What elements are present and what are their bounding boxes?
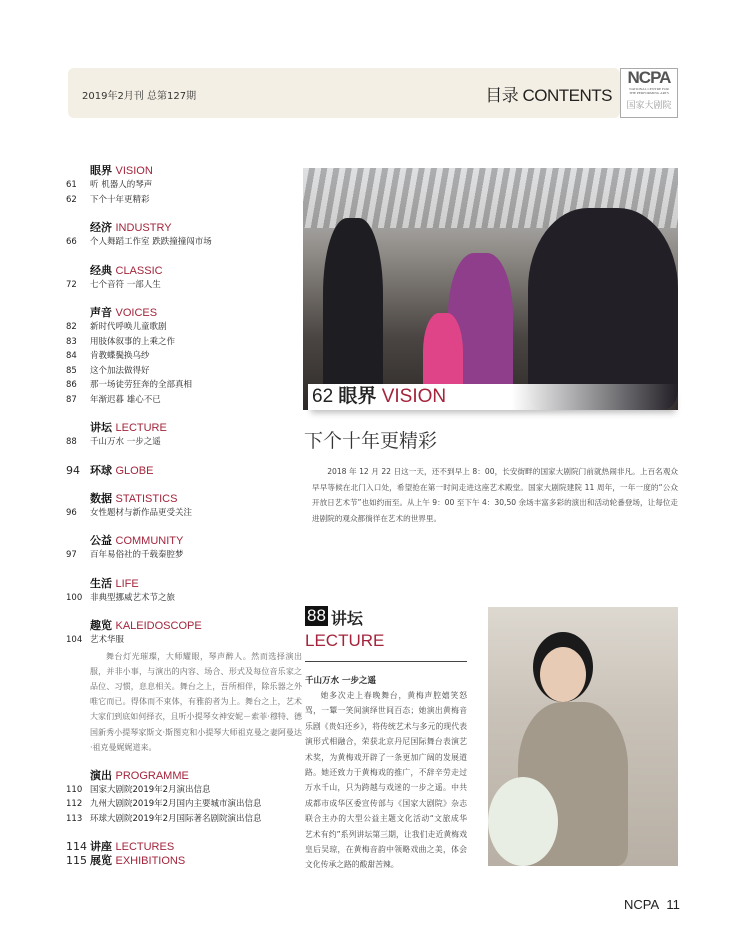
section-cn: 声音	[90, 306, 112, 319]
logo-cn: 国家大剧院	[626, 101, 672, 111]
toc-page: 96	[66, 507, 77, 518]
toc-item[interactable]	[66, 393, 302, 408]
toc-item[interactable]	[66, 797, 302, 812]
toc-item[interactable]	[66, 378, 302, 393]
logo-line1: NATIONAL CENTRE FOR	[629, 87, 669, 91]
toc-item-title: 百年易俗社的千载秦腔梦	[90, 550, 184, 560]
toc-section	[66, 264, 302, 293]
toc-page: 104	[66, 635, 83, 645]
toc-page: 97	[66, 550, 77, 560]
logo-abbr: NCPA	[627, 68, 671, 87]
toc-section	[66, 534, 302, 563]
toc-page: 88	[66, 437, 77, 447]
lecture-photo	[488, 607, 678, 866]
toc-item-title: 那一场徒劳狂奔的全部真相	[90, 380, 193, 390]
toc-section-heading	[66, 221, 302, 235]
toc-item-title: 肯教蝶鬓换乌纱	[90, 351, 150, 361]
lecture-cn: 讲坛	[330, 609, 363, 628]
toc-section-heading	[66, 421, 302, 435]
toc-page: 94	[66, 463, 80, 477]
vision-banner	[308, 384, 678, 410]
toc-item[interactable]	[66, 278, 302, 293]
page-title: 目录 CONTENTS	[485, 86, 612, 105]
toc-item[interactable]	[66, 548, 302, 563]
toc-section	[66, 492, 302, 521]
toc-item[interactable]	[66, 193, 302, 208]
toc-page: 114	[66, 840, 87, 854]
toc-page: 112	[66, 799, 83, 810]
article-title: 下个十年更精彩	[304, 430, 438, 452]
toc-page: 115	[66, 854, 87, 868]
lecture-subtitle: 千山万水 一步之遥	[305, 676, 376, 686]
issue-info: 2019年2月刊 总第127期	[82, 91, 197, 102]
toc-item[interactable]	[66, 320, 302, 335]
toc-item[interactable]	[66, 840, 302, 854]
vision-cn: 眼界	[338, 386, 377, 407]
section-cn: 讲坛	[90, 421, 112, 434]
section-en: VOICES	[115, 307, 158, 319]
vision-en: VISION	[381, 386, 447, 407]
toc-section-heading	[66, 577, 302, 591]
toc-section	[66, 840, 302, 868]
toc-item[interactable]	[66, 235, 302, 250]
section-en: VISION	[115, 165, 153, 177]
toc-item[interactable]	[66, 349, 302, 364]
divider	[305, 661, 467, 662]
toc-page: 86	[66, 380, 77, 390]
toc-item-title: 听 机器人的琴声	[90, 180, 153, 190]
lecture-en: LECTURE	[305, 631, 385, 650]
section-cn: 数据	[90, 491, 112, 505]
toc-item-title: 艺术华服	[90, 635, 125, 645]
toc-item[interactable]	[66, 335, 302, 350]
toc-section	[66, 306, 302, 407]
vision-photo	[303, 168, 678, 410]
toc-title	[90, 840, 302, 854]
section-cn: 演出	[90, 768, 112, 782]
section-cn: 展览	[90, 854, 112, 868]
toc-item-title: 环球大剧院2019年2月国际著名剧院演出信息	[90, 813, 262, 824]
section-en: PROGRAMME	[115, 769, 189, 782]
toc-section-heading	[66, 464, 302, 478]
toc-item[interactable]	[66, 783, 302, 798]
section-en: INDUSTRY	[115, 222, 172, 234]
toc-item-title: 非典型挪威艺术节之旅	[90, 592, 176, 603]
toc-page: 83	[66, 336, 77, 347]
page-footer	[624, 897, 680, 912]
toc-item-title: 千山万水 一步之遥	[90, 437, 161, 447]
section-en: LIFE	[115, 577, 139, 590]
toc-item-title: 女性题材与新作品更受关注	[90, 507, 193, 518]
header-bar	[68, 68, 620, 118]
toc-section-heading	[66, 492, 302, 506]
toc-section	[66, 464, 302, 478]
section-cn: 生活	[90, 576, 112, 590]
toc-page: 85	[66, 365, 77, 376]
toc-section-heading	[66, 534, 302, 548]
toc-item[interactable]	[66, 812, 302, 827]
toc-section-heading	[66, 619, 302, 633]
lecture-body: 她多次走上春晚舞台，黄梅声腔嬉笑怒骂，一颦一笑间演绎世间百态；她演出黄梅音乐剧《贵妇还乡》，将传统艺术与多元的现代表演形式相融合，荣获北京丹尼国际舞台表演艺术奖，为黄梅戏开辟了一条更加广阔的发展道路。她还致力于黄梅戏的推广，不辞辛劳走过万水千山，只为跨越与戏迷的一步之遥。中共成都市成华区委宣传部与《国家大剧院》杂志联合主办的大型公益主题文化活动“文旅成华 艺术有约”系列讲坛第三期，让我们走近黄梅戏皇后吴琼，在黄梅音韵中领略戏曲之美，体会文化传承之路的酸甜苦辣。	[305, 691, 467, 870]
article-body: 2018 年 12 月 22 日这一天，还不到早上 8：00，长安街畔的国家大剧院门前就热闹非凡。上百名观众早早等候在北门入口处，希望抢在第一时间走进这座艺术殿堂。国家大剧院建院 11 周年，一年一度的“公众开放日艺术节”也如约而至。从上午 9：00 至下午 4：30,50 余场丰富多彩的演出和活动轮番登场，让每位走进剧院的观众都徜徉在艺术的世界里。	[312, 467, 678, 523]
toc-page: 87	[66, 394, 77, 405]
footer-brand: NCPA	[624, 897, 660, 912]
section-cn: 眼界	[90, 164, 112, 177]
toc-section	[66, 619, 302, 755]
toc-section-heading	[66, 306, 302, 320]
section-en: KALEIDOSCOPE	[115, 620, 202, 632]
lecture-block	[305, 606, 467, 873]
toc-page: 110	[66, 784, 83, 795]
toc-item[interactable]	[66, 364, 302, 379]
toc-section	[66, 769, 302, 827]
toc-title	[90, 854, 302, 868]
section-en: LECTURE	[115, 422, 167, 434]
toc-section	[66, 421, 302, 450]
toc-item-title: 这个加法做得好	[90, 365, 150, 376]
toc-item-title: 七个音符 一部人生	[90, 279, 161, 290]
toc-page: 113	[66, 813, 83, 824]
table-of-contents	[66, 164, 302, 882]
toc-item[interactable]	[66, 854, 302, 868]
lecture-page: 88	[307, 606, 326, 625]
section-en: STATISTICS	[115, 492, 178, 505]
toc-item-title: 国家大剧院2019年2月演出信息	[90, 784, 211, 795]
toc-item-title: 九州大剧院2019年2月国内主要城市演出信息	[90, 799, 262, 810]
toc-item[interactable]	[66, 633, 302, 648]
toc-item-title: 新时代呼唤儿童歌剧	[90, 322, 167, 332]
section-en: CLASSIC	[115, 264, 163, 277]
toc-section-heading	[66, 164, 302, 178]
toc-page: 61	[66, 180, 77, 190]
toc-item-title: 个人舞蹈工作室 跌跌撞撞闯市场	[90, 237, 212, 247]
section-description: 舞台灯光璀璨，大师耀眼，琴声醉人。然而选择演出服，并非小事，与演出的内容、场合、形式及每位音乐家之品位、习惯，息息相关。舞台之上，吾所相伴，除乐器之外唯它而已。得体而不束体，有雅韵者为上。舞台之上，艺术大家们到底如何择衣，且听小提琴女神安妮－索菲·穆特、德国新秀小提琴家斯文·斯图克和小提琴大师祖克曼之妻阿曼达·祖克曼娓娓道来。	[90, 651, 302, 752]
section-cn: 经济	[90, 221, 112, 234]
toc-title	[90, 464, 302, 478]
toc-item-title: 年渐迟暮 雄心不已	[90, 394, 161, 405]
section-cn: 环球	[90, 463, 112, 477]
toc-page: 62	[66, 194, 77, 205]
toc-item[interactable]	[66, 506, 302, 521]
section-cn: 趣览	[90, 619, 112, 632]
toc-item-title: 下个十年更精彩	[90, 194, 150, 205]
section-cn: 经典	[90, 263, 112, 277]
section-en: EXHIBITIONS	[115, 855, 186, 868]
section-en: COMMUNITY	[115, 535, 184, 547]
toc-item-title: 用肢体叙事的上乘之作	[90, 336, 176, 347]
toc-page: 72	[66, 279, 77, 290]
toc-item[interactable]	[66, 435, 302, 450]
section-en: GLOBE	[115, 464, 154, 477]
toc-item[interactable]	[66, 178, 302, 193]
toc-section-heading	[66, 264, 302, 278]
vision-page: 62	[312, 386, 334, 407]
toc-section	[66, 221, 302, 250]
page-number: 11	[666, 897, 680, 912]
section-cn: 讲座	[90, 840, 112, 854]
toc-section	[66, 164, 302, 207]
section-en: LECTURES	[115, 841, 175, 854]
toc-section-heading	[66, 769, 302, 783]
toc-item[interactable]	[66, 591, 302, 606]
logo-line2: THE PERFORMING ARTS	[629, 91, 669, 95]
section-cn: 公益	[90, 534, 112, 547]
ncpa-logo	[620, 68, 678, 118]
toc-page: 82	[66, 322, 77, 332]
toc-page: 66	[66, 237, 77, 247]
toc-page: 84	[66, 351, 77, 361]
toc-page: 100	[66, 592, 83, 603]
toc-section	[66, 577, 302, 606]
